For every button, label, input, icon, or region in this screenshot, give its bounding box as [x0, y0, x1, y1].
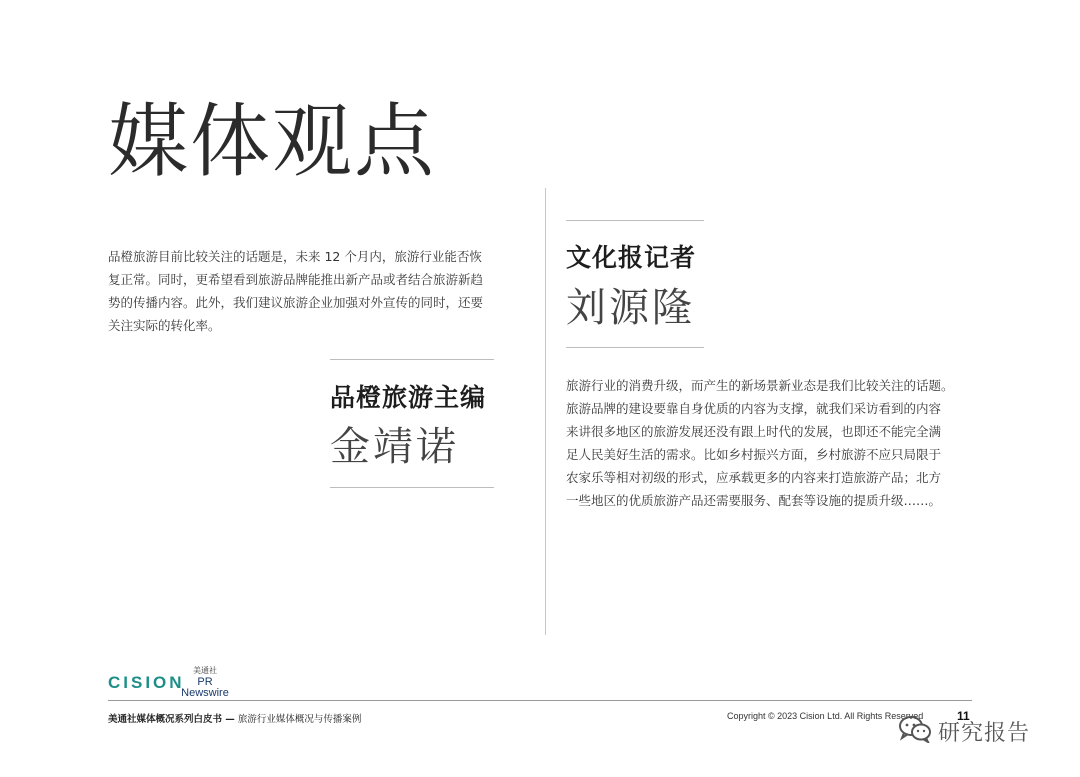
footer-doc-title-rest: 旅游行业媒体概况与传播案例	[234, 714, 362, 725]
divider	[566, 347, 704, 348]
left-quote-paragraph	[108, 245, 508, 337]
prnewswire-logo	[175, 667, 235, 699]
cision-logo: CISION	[108, 673, 185, 692]
paragraph-line: 复正常。同时，更希望看到旅游品牌能推出新产品或者结合旅游新趋	[108, 272, 484, 287]
divider	[330, 359, 494, 360]
copyright-text: Copyright © 2023 Cision Ltd. All Rights Reserved	[727, 711, 924, 721]
speaker-role: 品橙旅游主编	[330, 383, 487, 412]
watermark-text: 研究报告	[938, 720, 1031, 746]
footer-doc-title-bold: 美通社媒体概况系列白皮书 —	[108, 714, 235, 725]
paragraph-line: 足人民美好生活的需求。比如乡村振兴方面，乡村旅游不应只局限于	[566, 447, 942, 462]
watermark	[898, 716, 1030, 746]
speaker-name: 刘源隆	[566, 285, 695, 331]
paragraph-line: 旅游行业的消费升级，而产生的新场景新业态是我们比较关注的话题。	[566, 378, 954, 393]
paragraph-line: 农家乐等相对初级的形式，应承载更多的内容来打造旅游产品；北方	[566, 470, 942, 485]
footer-divider	[108, 700, 972, 701]
speaker-name: 金靖诺	[330, 424, 459, 470]
column-divider	[545, 188, 546, 635]
paragraph-line: 一些地区的优质旅游产品还需要服务、配套等设施的提质升级……。	[566, 493, 942, 508]
footer-doc-title	[108, 711, 361, 725]
page-title: 媒体观点	[108, 95, 436, 188]
paragraph-line: 势的传播内容。此外，我们建议旅游企业加强对外宣传的同时，还要	[108, 295, 484, 310]
page-number: 11	[957, 709, 970, 723]
paragraph-line: 来讲很多地区的旅游发展还没有跟上时代的发展，也即还不能完全满	[566, 424, 942, 439]
right-quote-paragraph	[566, 374, 976, 512]
pr-logo-en: PR Newswire	[181, 676, 229, 699]
divider	[330, 487, 494, 488]
wechat-icon	[898, 715, 932, 747]
paragraph-line: 旅游品牌的建设要靠自身优质的内容为支撑，就我们采访看到的内容	[566, 401, 942, 416]
paragraph-line: 关注实际的转化率。	[108, 318, 221, 333]
divider	[566, 220, 704, 221]
paragraph-line: 品橙旅游目前比较关注的话题是，未来 12 个月内，旅游行业能否恢	[108, 249, 482, 264]
pr-logo-cn: 美通社	[193, 666, 217, 675]
speaker-role: 文化报记者	[566, 243, 697, 272]
